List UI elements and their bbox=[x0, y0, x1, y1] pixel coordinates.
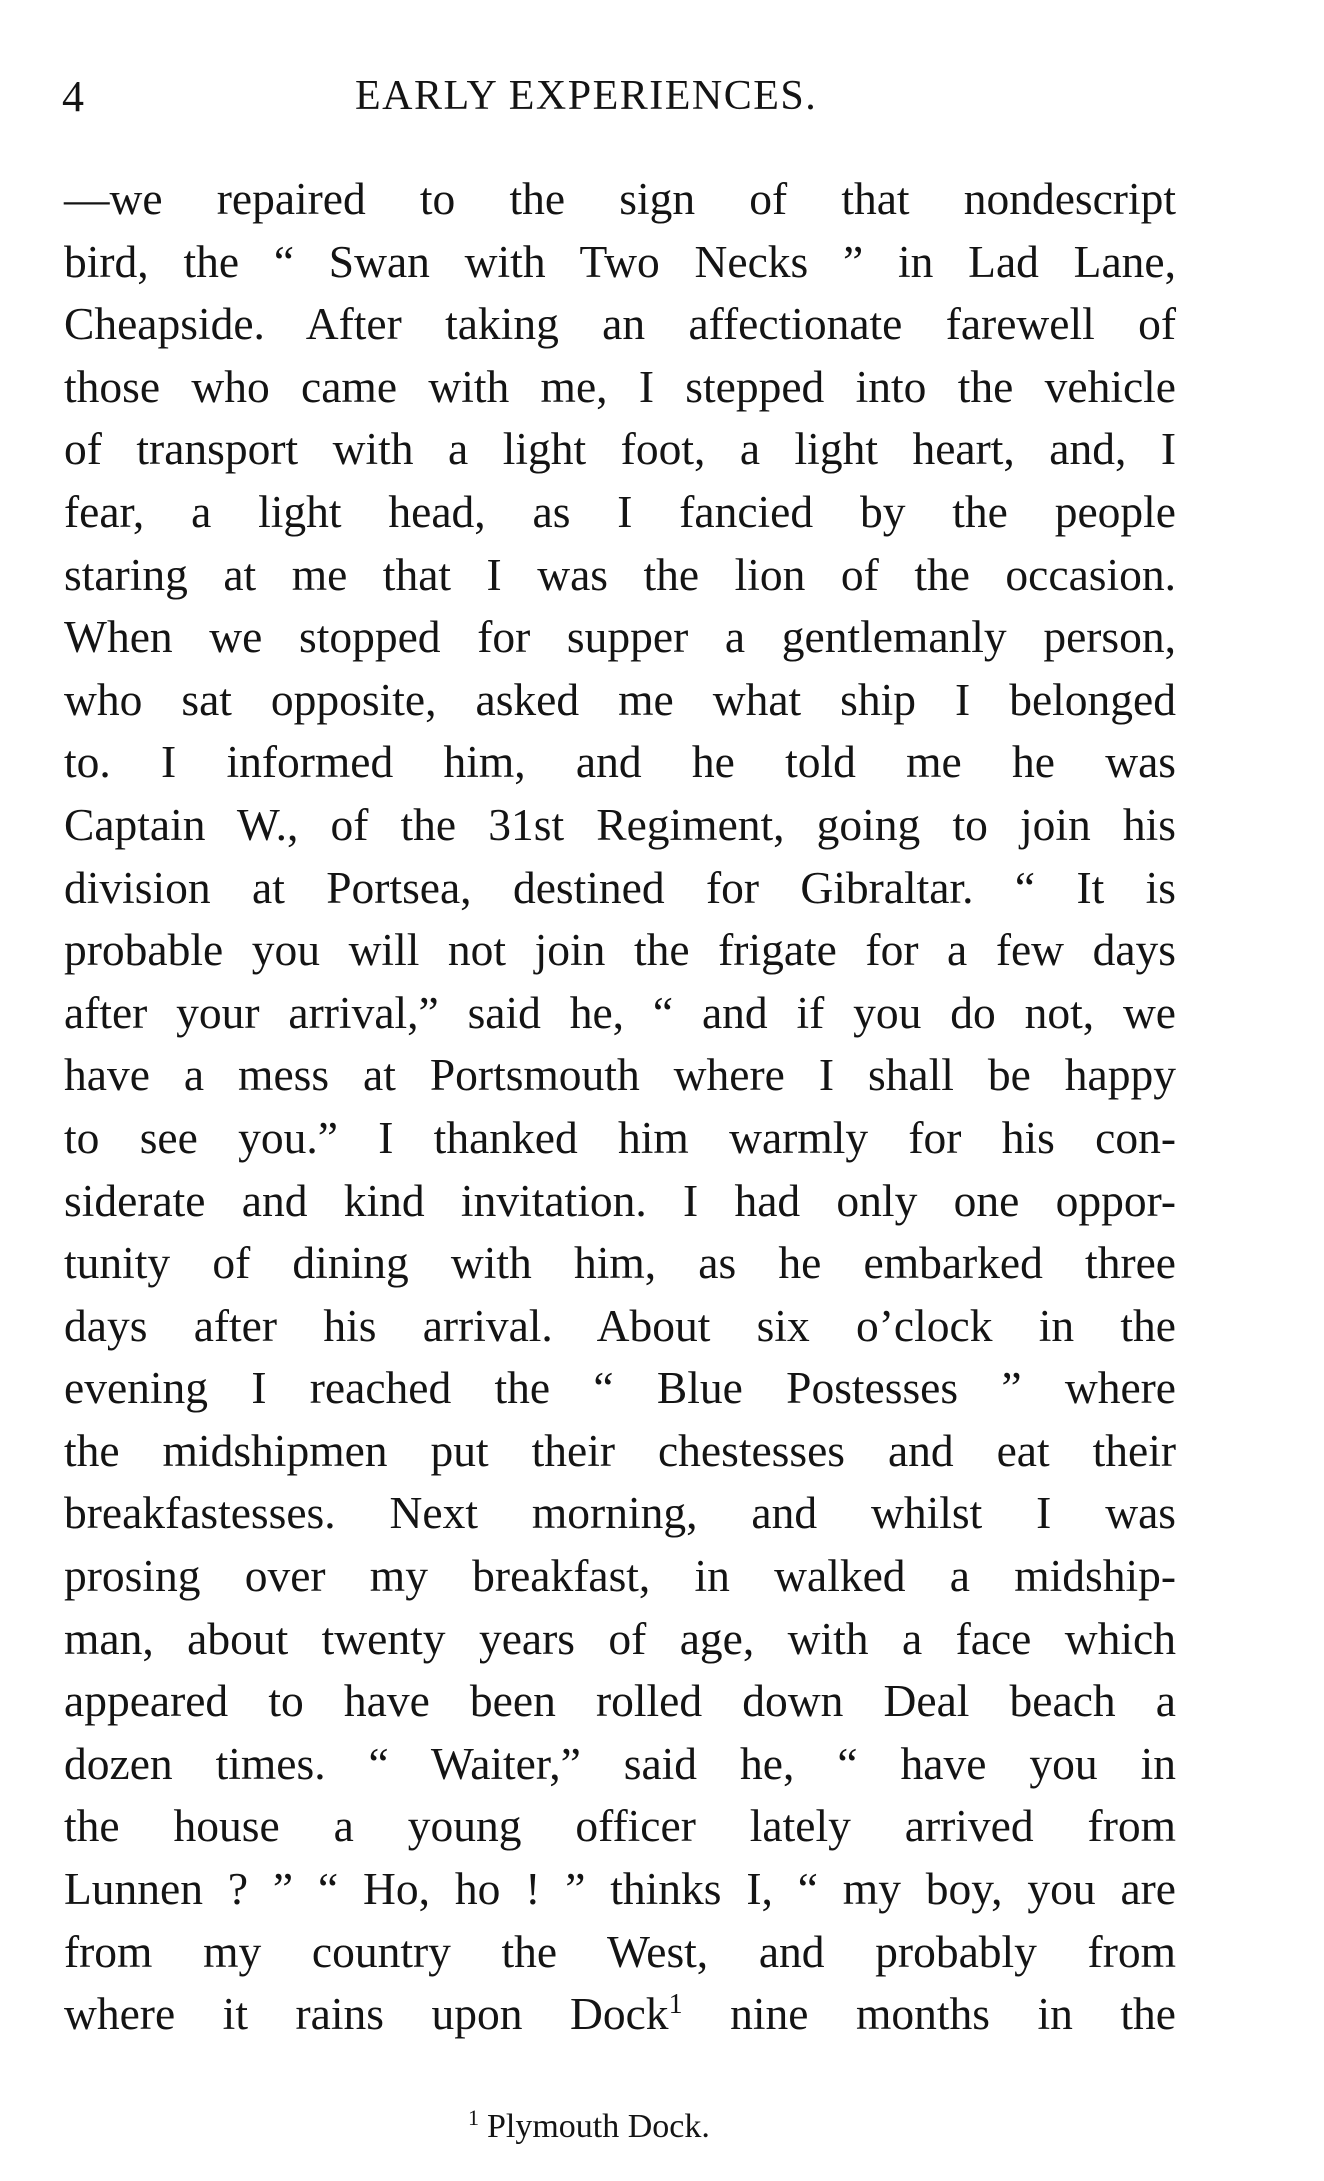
text-line: bird, the “ Swan with Two Necks ” in Lad Lane, bbox=[64, 235, 1176, 287]
footnote-mark: 1 bbox=[468, 2105, 479, 2130]
text-line: the house a young officer lately arrived from bbox=[64, 1800, 1176, 1852]
text-line: siderate and kind invitation. I had only one oppor- bbox=[64, 1174, 1176, 1226]
text-line: When we stopped for supper a gentlemanly person, bbox=[64, 611, 1176, 663]
text-line: staring at me that I was the lion of the occasion. bbox=[64, 548, 1176, 600]
text-line-with-footnote-ref bbox=[64, 1983, 1176, 2046]
text-line: tunity of dining with him, as he embarked three bbox=[64, 1237, 1176, 1289]
text-line: Captain W., of the 31st Regiment, going to join his bbox=[64, 798, 1176, 850]
text-line: man, about twenty years of age, with a face which bbox=[64, 1612, 1176, 1664]
text-segment: nine months in the bbox=[682, 1988, 1176, 2040]
footnote-reference-mark: 1 bbox=[668, 1989, 683, 2021]
text-line: probable you will not join the frigate for a few days bbox=[64, 924, 1176, 976]
body-text bbox=[64, 168, 1176, 2046]
text-line: —we repaired to the sign of that nondescript bbox=[64, 173, 1176, 224]
text-line: the midshipmen put their chestesses and eat their bbox=[64, 1424, 1176, 1476]
text-line: days after his arrival. About six o’clock in the bbox=[64, 1299, 1176, 1351]
text-line: have a mess at Portsmouth where I shall be happy bbox=[64, 1049, 1176, 1101]
text-line: evening I reached the “ Blue Postesses ” where bbox=[64, 1362, 1176, 1414]
text-line: Lunnen ? ” “ Ho, ho ! ” thinks I, “ my boy, you are bbox=[64, 1863, 1176, 1915]
running-title: EARLY EXPERIENCES. bbox=[355, 73, 818, 119]
footnote bbox=[468, 2107, 710, 2144]
footnote-text: Plymouth Dock. bbox=[487, 2108, 710, 2145]
text-line: appeared to have been rolled down Deal beach a bbox=[64, 1675, 1176, 1727]
text-line: from my country the West, and probably from bbox=[64, 1925, 1176, 1977]
text-line: those who came with me, I stepped into the vehicle bbox=[64, 360, 1176, 412]
text-line: to see you.” I thanked him warmly for his con- bbox=[64, 1111, 1176, 1163]
text-line: Cheapside. After taking an affectionate farewell of bbox=[64, 298, 1176, 350]
text-line: after your arrival,” said he, “ and if you do not, we bbox=[64, 986, 1176, 1038]
text-line: who sat opposite, asked me what ship I belonged bbox=[64, 673, 1176, 725]
text-line: to. I informed him, and he told me he was bbox=[64, 736, 1176, 788]
page-number: 4 bbox=[62, 72, 84, 121]
text-line: of transport with a light foot, a light heart, and, I bbox=[64, 423, 1176, 475]
text-line: fear, a light head, as I fancied by the people bbox=[64, 485, 1176, 537]
text-line: breakfastesses. Next morning, and whilst I was bbox=[64, 1487, 1176, 1539]
text-line: division at Portsea, destined for Gibraltar. “ It is bbox=[64, 861, 1176, 913]
text-segment: where it rains upon Dock bbox=[64, 1988, 669, 2040]
text-line: prosing over my breakfast, in walked a midship- bbox=[64, 1550, 1176, 1602]
text-line: dozen times. “ Waiter,” said he, “ have you in bbox=[64, 1737, 1176, 1789]
